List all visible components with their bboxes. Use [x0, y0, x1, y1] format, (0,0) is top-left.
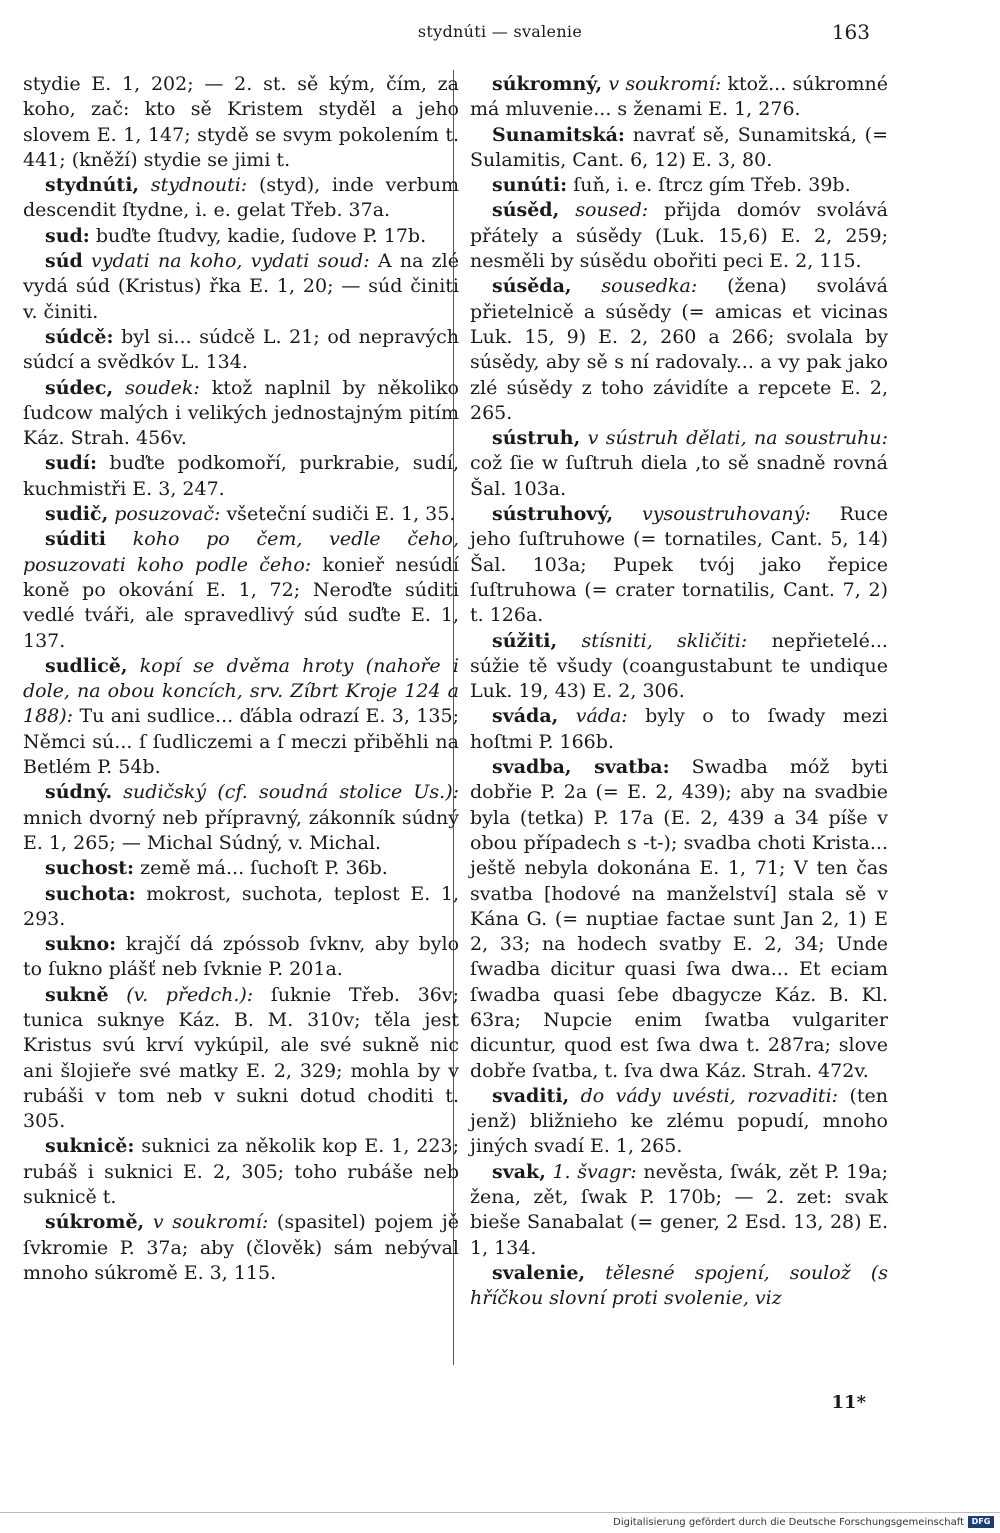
entry-text: konieř nesúdí koně po okování E. 1, 72; Neroďte súditi vedlé tváři, ale spravedlivý súd suďte E. 1, 137. — [23, 553, 460, 652]
entry-text: suknici za několik kop E. 1, 223; rubáš i suknici E. 2, 305; toho rubáše neb suknicě t. — [23, 1135, 459, 1209]
dictionary-entry — [470, 72, 888, 123]
entry-headword: svak, — [492, 1160, 546, 1183]
entry-text: všeteční sudiči E. 1, 35. — [226, 503, 456, 526]
entry-gloss: vysoustruhovaný: — [642, 503, 811, 526]
dictionary-entry — [23, 173, 459, 224]
running-head: stydnúti — svalenie — [417, 22, 583, 41]
dictionary-entry — [23, 654, 459, 780]
entry-headword: súkromě, — [45, 1211, 145, 1234]
digitization-footer — [0, 1512, 1000, 1533]
entry-headword: sudlicě, — [45, 654, 128, 677]
dictionary-entry — [470, 1084, 888, 1160]
entry-gloss: 1. švagr: — [552, 1160, 637, 1183]
entry-gloss: (v. předch.): — [126, 983, 254, 1006]
entry-text: buďte podkomoří, purkrabie, sudí, kuchmistři E. 3, 247. — [23, 452, 460, 500]
entry-text: ſuknie Třeb. 36v; tunica suknye Káz. B. M. 310v; těla jest Kristus svú krví vykúpil, ale své sukně nic ani šlojieře své matky E. 2, 329; mohla by v rubáši v tom neb v sukni dotud choditi t. 305. — [23, 983, 460, 1133]
entry-gloss: sousedka: — [601, 275, 698, 298]
entry-headword: sústruh, — [492, 427, 581, 450]
entry-headword: sud: — [45, 224, 90, 247]
entry-gloss: do vády uvésti, rozvaditi: — [580, 1084, 839, 1107]
entry-headword: sváda, — [492, 705, 559, 728]
page-header — [0, 22, 1000, 46]
entry-gloss: vydati na koho, vydati soud: — [91, 250, 370, 273]
dictionary-entry — [470, 704, 888, 755]
left-column — [23, 72, 459, 1286]
entry-headword: súdný. — [45, 781, 113, 804]
entry-text: (spasitel) pojem jě ſvkromie P. 37a; aby (člověk) sám nebýval mnoho súkromě E. 3, 115. — [23, 1211, 460, 1284]
entry-gloss: v soukromí: — [608, 73, 722, 95]
entry-text: Swadba móž byti dobřie P. 2a (= E. 2, 439); aby na svadbie byla (tetka) P. 17a (E. 2, 439 a 34 píše v obou případech s -t-); svadba choti Krista... ještě nebyla dokonána E. 1, 71; V ten čas svatba [hodové na manželství] stala sě v Kána G. (= nuptiae factae sunt Jan 2, 1) E 2, 33; na hodech svatby E. 2, 34; Unde ſwadba dicitur quasi ſwa dwa... Et eciam ſwadba quasi ſebe dbagycze Káz. B. Kl. 63ra; Nupcie enim ſwatba vulgariter dicuntur, quod est ſwa dwa t. 287ra; slove dobře ſvatba, t. ſva dwa Káz. Strah. 472v. — [470, 756, 888, 1082]
entry-headword: súdcě: — [45, 325, 114, 348]
entry-headword: stydnúti, — [45, 174, 140, 197]
entry-headword: súkromný, — [492, 73, 603, 95]
right-column — [470, 72, 888, 1312]
dictionary-entry — [23, 502, 459, 527]
dictionary-entry — [470, 629, 888, 705]
entry-headword: sunúti: — [492, 174, 568, 197]
entry-gloss: stísniti, skličiti: — [581, 629, 748, 652]
dictionary-entry — [23, 1210, 459, 1286]
dictionary-entry — [470, 426, 888, 502]
entry-text: navrať sě, Sunamitská, (= Sulamitis, Cant. 6, 12) E. 3, 80. — [470, 123, 888, 171]
entry-text: byly o to ſwady mezi hoſtmi P. 166b. — [470, 705, 888, 753]
entry-headword: súd — [45, 250, 83, 273]
entry-text: nevěsta, ſwák, zět P. 19a; žena, zět, ſwak P. 170b; — 2. zet: svak bieše Sanabalat (= gener, 2 Esd. 13, 28) E. 1, 134. — [470, 1160, 888, 1259]
dictionary-entry — [23, 1134, 459, 1210]
entry-headword: suknicě: — [45, 1135, 135, 1158]
signature-mark: 11* — [831, 1392, 866, 1413]
dictionary-entry — [23, 527, 459, 653]
entry-text: mokrost, suchota, teplost E. 1, 293. — [23, 882, 459, 930]
entry-text: (styd), inde verbum descendit ſtydne, i. e. gelat Třeb. 37a. — [23, 174, 459, 222]
entry-headword: Sunamitská: — [492, 123, 625, 146]
dictionary-entry — [23, 856, 459, 881]
entry-text: země má... ſuchoſt P. 36b. — [140, 857, 388, 880]
entry-headword: súsěda, — [492, 275, 572, 298]
entry-headword: svadba, svatba: — [492, 756, 670, 779]
entry-text: nepřietelé... súžie tě všudy (coangustabunt te undique Luk. 19, 43) E. 2, 306. — [470, 629, 888, 703]
dictionary-entry — [23, 376, 459, 452]
entry-text: byl si... súdcě L. 21; od nepravých súdcí a svědkóv L. 134. — [23, 325, 459, 374]
entry-text: přijda domóv svolává přátely a súsědy (Luk. 15,6) E. 2, 259; nesměli by súsědu obořiti peci E. 2, 115. — [470, 199, 889, 273]
dfg-logo-icon: DFG — [968, 1516, 994, 1528]
entry-text: ſuň, i. e. ſtrcz gím Třeb. 39b. — [573, 174, 851, 197]
entry-headword: suchost: — [45, 857, 135, 880]
dictionary-entry — [470, 274, 888, 426]
dictionary-entry — [23, 932, 459, 983]
entry-gloss: sudičský (cf. soudná stolice Us.): — [123, 781, 460, 804]
entry-text: Tu ani sudlice... ďábla odrazí E. 3, 135; Němci sú... ſ ſudliczemi a ſ meczi přiběhli na Betlém P. 54b. — [23, 705, 459, 779]
entry-gloss: soused: — [575, 199, 649, 222]
entry-headword: sudí: — [45, 452, 98, 475]
entry-headword: sústruhový, — [492, 503, 614, 526]
footer-credit: Digitalisierung gefördert durch die Deutsche Forschungsgemeinschaft — [613, 1517, 964, 1528]
dictionary-entry — [23, 224, 459, 249]
entry-text: ktož... súkromné má mluvenie... s ženami E. 1, 276. — [470, 73, 888, 121]
entry-headword: súžiti, — [492, 629, 558, 652]
entry-gloss: koho po čem, vedle čeho, posuzovati koho podle čeho: — [23, 528, 459, 576]
entry-text: A na zlé vydá súd (Kristus) řka E. 1, 20; — súd činiti v. činiti. — [23, 250, 459, 323]
entry-gloss: stydnouti: — [150, 174, 248, 197]
page-number: 163 — [831, 20, 870, 44]
dictionary-entry — [470, 123, 888, 174]
dictionary-entry — [470, 755, 888, 1084]
entry-headword: sukně — [45, 983, 109, 1006]
dictionary-entry — [470, 502, 888, 628]
entry-headword: svaditi, — [492, 1084, 570, 1107]
entry-text: stydie E. 1, 202; — 2. st. sě kým, čím, za koho, zač: kto sě Kristem styděl a jeho slovem E. 1, 147; stydě se svym pokolením t. 441; (kněží) stydie se jimi t. — [23, 73, 459, 171]
entry-headword: sudič, — [45, 503, 109, 526]
entry-headword: súditi — [45, 528, 107, 551]
dictionary-entry — [470, 173, 888, 198]
dictionary-entry — [470, 1160, 888, 1261]
dictionary-entry — [23, 983, 459, 1135]
entry-text: mnich dvorný neb přípravný, zákonník súdný E. 1, 265; — Michal Súdný, v. Michal. — [23, 806, 459, 854]
entry-text: Ruce jeho ſuſtruhowe (= tornatiles, Cant. 5, 14) Šal. 103a; Pupek tvój jako řepice ſuſtruhowa (= crater tornatilis, Cant. 7, 2) t. 126a. — [470, 503, 889, 627]
entry-gloss: váda: — [575, 705, 628, 728]
dictionary-entry — [23, 325, 459, 376]
dictionary-entry — [23, 451, 459, 502]
entry-gloss: tělesné spojení, soulož (s hříčkou slovní proti svolenie, viz — [470, 1261, 888, 1310]
entry-headword: súsěd, — [492, 199, 560, 222]
entry-text: krajčí dá zpóssob ſvknv, aby bylo to ſukno plášť neb ſvknie P. 201a. — [23, 933, 460, 981]
entry-gloss: v sústruh dělati, na soustruhu: — [587, 427, 888, 450]
dictionary-entry — [23, 780, 459, 856]
dictionary-entry — [470, 1261, 888, 1312]
dictionary-entry — [23, 882, 459, 933]
entry-text: (ten jenž) bližnieho ke zlému popudí, mnoho jiných svadí E. 1, 265. — [470, 1084, 889, 1158]
entry-text: (žena) svolává přietelnicě a súsědy (= amicas et vicinas Luk. 15, 9) E. 2, 260 a 266; svolala by súsědy, aby sě s ní radovaly... a vy pak jako zlé súsědy z toho závidíte a repcete E. 2, 265. — [470, 275, 888, 424]
entry-headword: súdec, — [45, 376, 114, 399]
entry-gloss: soudek: — [125, 376, 200, 399]
dictionary-entry — [23, 249, 459, 325]
entry-headword: suchota: — [45, 882, 136, 905]
entry-text: ktož naplnil by několiko ſudcow malých i velikých jednostajným pitím Káz. Strah. 456v. — [23, 376, 459, 450]
dictionary-entry — [470, 198, 888, 274]
entry-gloss: posuzovač: — [114, 503, 221, 526]
entry-gloss: kopí se dvěma hroty (nahoře i dole, na obou koncích, srv. Zíbrt Kroje 124 a 188): — [23, 654, 459, 728]
dictionary-entry — [23, 72, 459, 173]
entry-gloss: v soukromí: — [152, 1211, 269, 1234]
entry-headword: sukno: — [45, 933, 117, 956]
entry-text: buďte ſtudvy, kadie, ſudove P. 17b. — [95, 224, 427, 247]
entry-headword: svalenie, — [492, 1261, 586, 1284]
entry-text: což ſie w ſuſtruh diela ,to sě snadně rovná Šal. 103a. — [470, 452, 888, 500]
